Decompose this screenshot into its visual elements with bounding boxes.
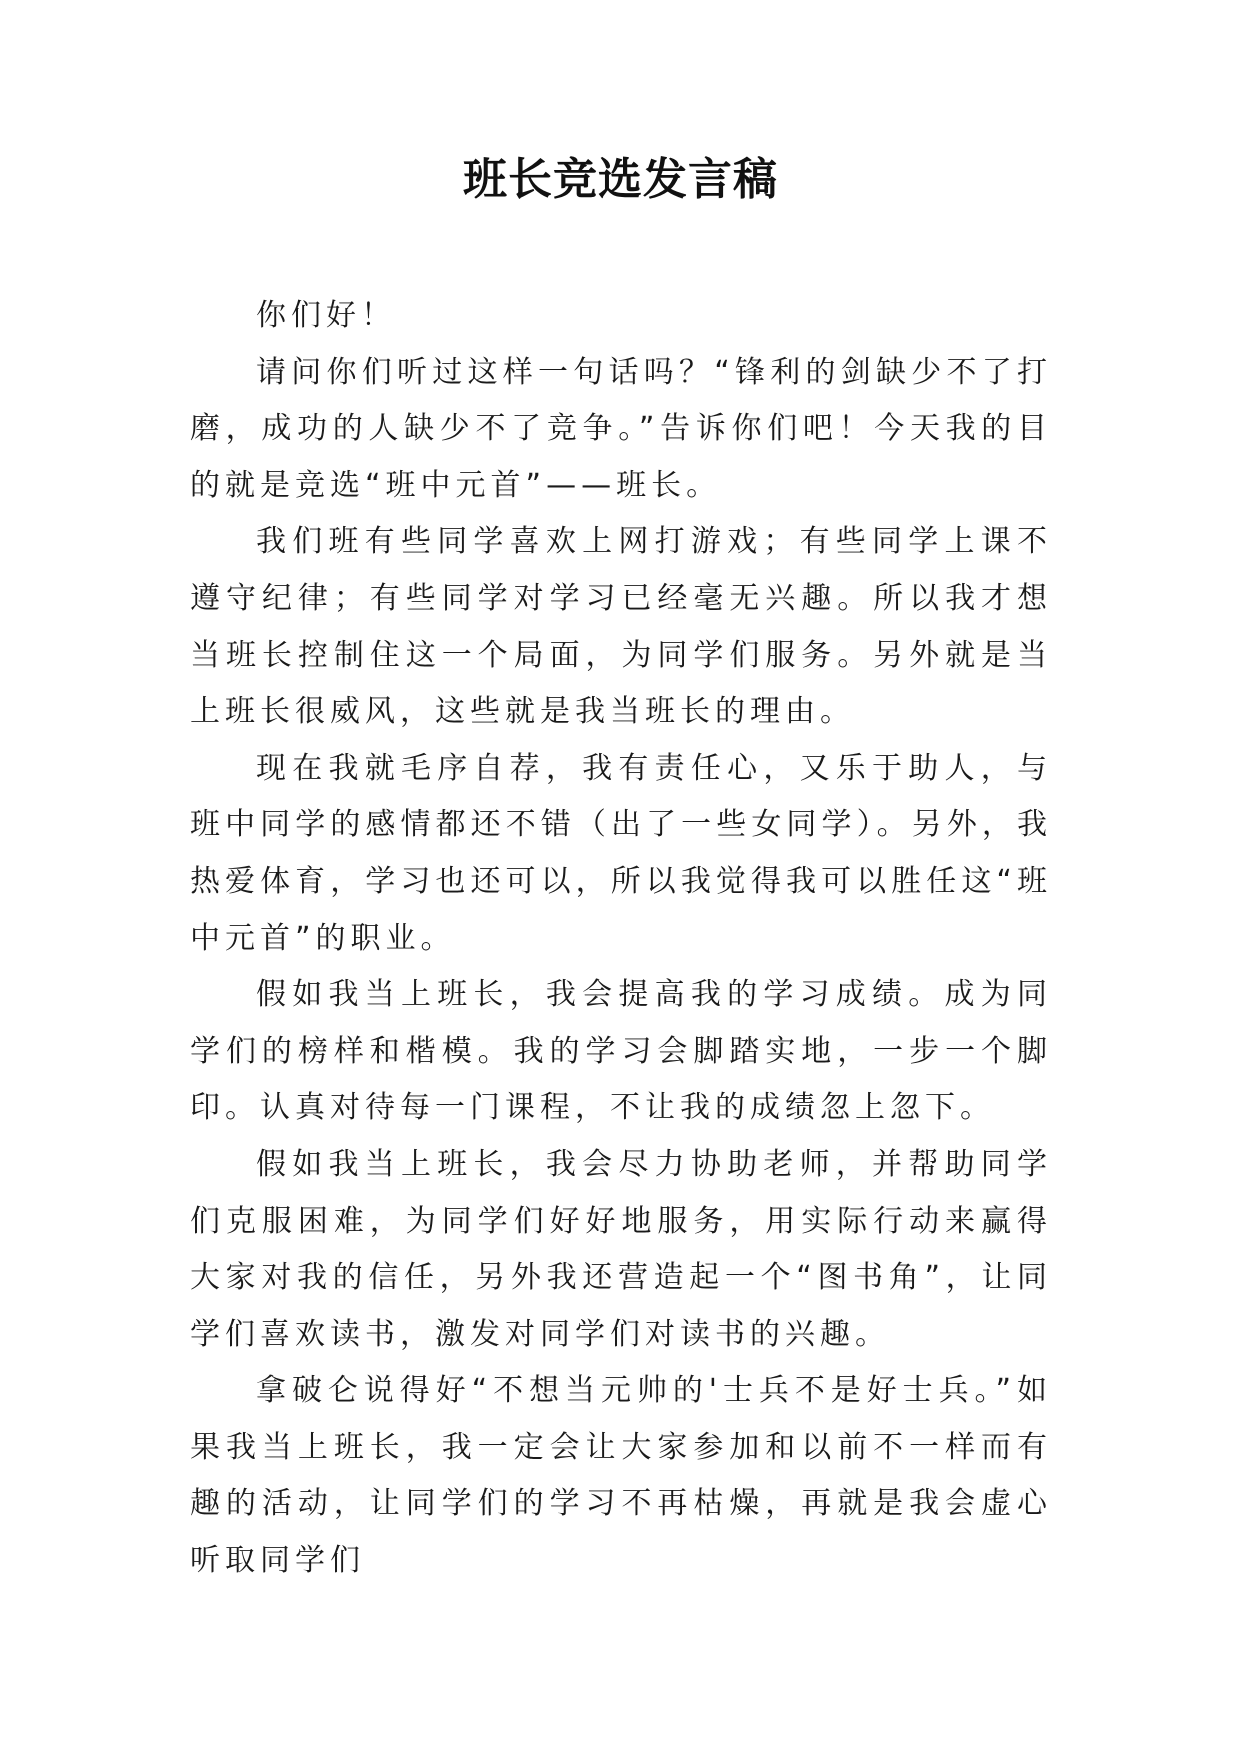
document-body [190, 288, 1052, 1590]
paragraph-service-plan: 假如我当上班长，我会尽力协助老师，并帮助同学们克服困难，为同学们好好地服务，用实际行动来赢得大家对我的信任，另外我还营造起一个“图书角”，让同学们喜欢读书，激发对同学们对读书的兴趣。 [190, 1146, 1052, 1352]
paragraph-reason: 我们班有些同学喜欢上网打游戏；有些同学上课不遵守纪律；有些同学对学习已经毫无兴趣。所以我才想当班长控制住这一个局面，为同学们服务。另外就是当上班长很威风，这些就是我当班长的理由。 [190, 524, 1052, 730]
paragraph-greeting: 你们好！ [256, 298, 396, 333]
paragraph-activity-plan: 拿破仑说得好“不想当元帅的'士兵不是好士兵。”如果我当上班长，我一定会让大家参加和以前不一样而有趣的活动，让同学们的学习不再枯燥，再就是我会虚心听取同学们 [190, 1373, 1052, 1579]
paragraph-self-recommendation: 现在我就毛序自荐，我有责任心，又乐于助人，与班中同学的感情都还不错（出了一些女同学）。另外，我热爱体育，学习也还可以，所以我觉得我可以胜任这“班中元首”的职业。 [190, 750, 1052, 956]
document-title: 班长竞选发言稿 [463, 154, 778, 205]
paragraph-study-plan: 假如我当上班长，我会提高我的学习成绩。成为同学们的榜样和楷模。我的学习会脚踏实地，一步一个脚印。认真对待每一门课程，不让我的成绩忽上忽下。 [190, 977, 1052, 1126]
paragraph-opening: 请问你们听过这样一句话吗？“锋利的剑缺少不了打磨，成功的人缺少不了竞争。”告诉你们吧！今天我的目的就是竞选“班中元首”——班长。 [190, 354, 1052, 503]
